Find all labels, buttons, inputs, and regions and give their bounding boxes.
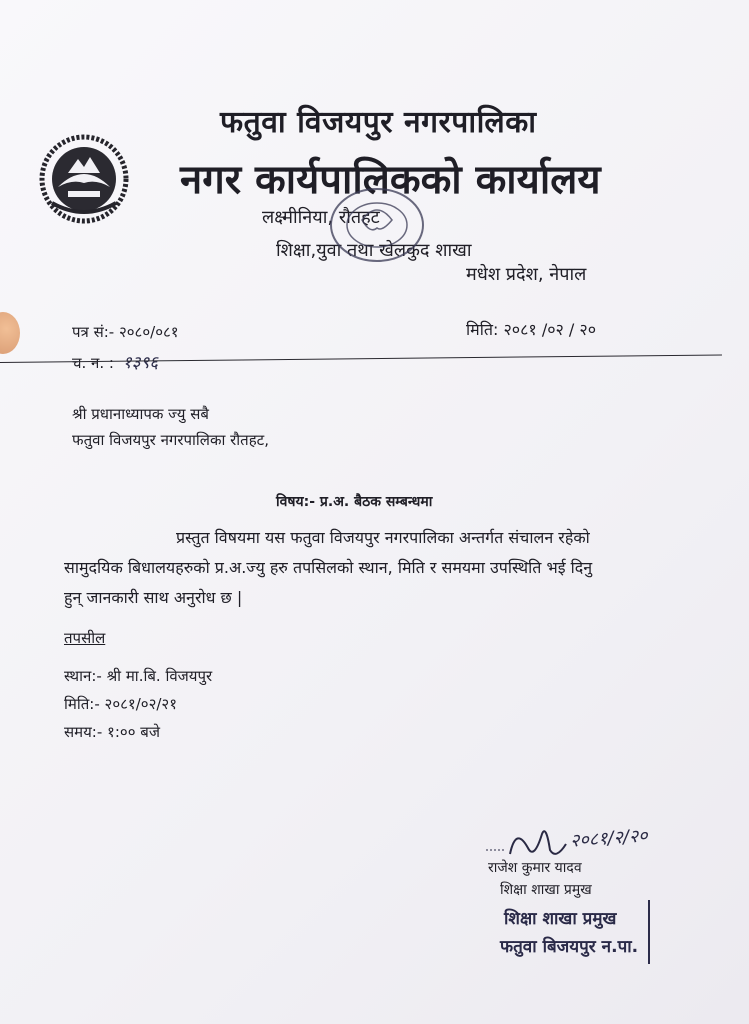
dispatch-number-value: १३९६ xyxy=(122,353,159,373)
finger-edge xyxy=(0,312,20,354)
municipality-name: फतुवा विजयपुर नगरपालिका xyxy=(220,105,537,140)
body-line-2: सामुदयिक बिधालयहरुको प्र.अ.ज्यु हरु तपसिलको स्थान, मिति र समयमा उपस्थिति भई दिनु xyxy=(64,558,593,577)
stamp-line-2: फतुवा बिजयपुर न.पा. xyxy=(500,937,639,957)
letter-number: पत्र सं:- २०८०/०८१ xyxy=(72,323,179,341)
signature-date: २०८१/२/२० xyxy=(569,825,649,852)
letter-date: मिति: २०८१ /०२ / २० xyxy=(466,320,597,339)
office-title: नगर कार्यपालिकको कार्यालय xyxy=(180,157,601,203)
signatory-name: राजेश कुमार यादव xyxy=(488,860,582,876)
details-heading: तपसील xyxy=(64,629,106,647)
body-line-1: प्रस्तुत विषयमा यस फतुवा विजयपुर नगरपालिका अन्तर्गत संचालन रहेको xyxy=(176,528,590,547)
addressee-line-2: फतुवा विजयपुर नगरपालिका रौतहट, xyxy=(72,431,269,449)
department-name: शिक्षा,युवा तथा खेलकुद शाखा xyxy=(276,240,472,261)
province-name: मधेश प्रदेश, नेपाल xyxy=(466,264,587,285)
addressee-line-1: श्री प्रधानाध्यापक ज्यु सबै xyxy=(72,405,209,423)
body-line-3: हुन् जानकारी साथ अनुरोध छ | xyxy=(64,588,243,607)
stamp-line-1: शिक्षा शाखा प्रमुख xyxy=(504,909,617,929)
nepal-emblem-icon xyxy=(38,133,130,225)
meeting-place: स्थान:- श्री मा.बि. विजयपुर xyxy=(64,667,213,685)
meeting-time: समय:- १:०० बजे xyxy=(64,723,160,741)
office-seal-icon xyxy=(322,180,432,270)
signatory-position: शिक्षा शाखा प्रमुख xyxy=(500,882,592,898)
subject-line: विषय:- प्र.अ. बैठक सम्बन्धमा xyxy=(276,494,433,510)
office-location: लक्ष्मीनिया, रौतहट xyxy=(262,207,380,228)
meeting-date: मिति:- २०८१/०२/२१ xyxy=(64,695,178,713)
dispatch-number-label: च. न. : xyxy=(72,354,114,372)
